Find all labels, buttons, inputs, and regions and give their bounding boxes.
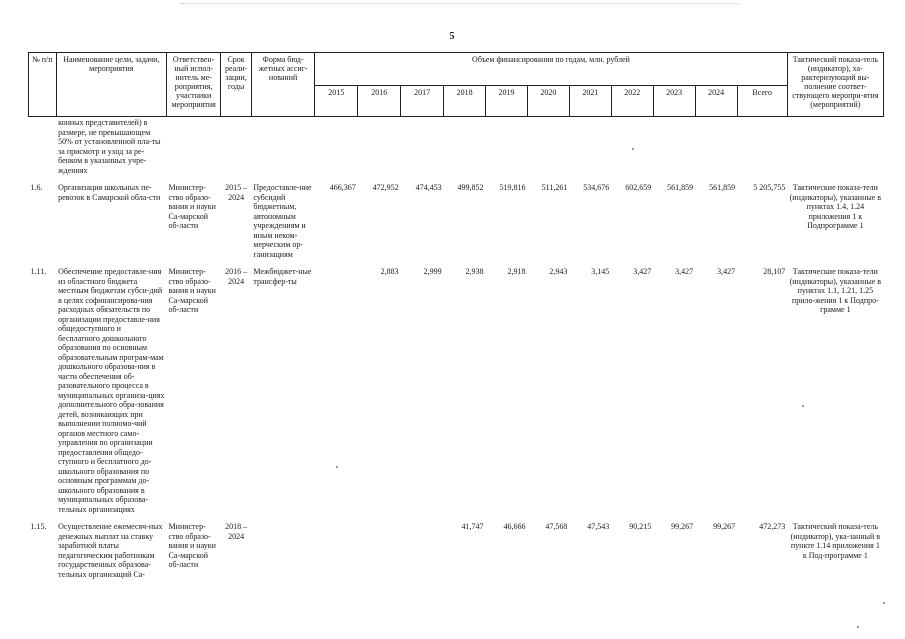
row-value: 99,267 (713, 522, 736, 531)
row-value (653, 117, 695, 177)
row-form (251, 117, 314, 177)
header-year: 2019 (486, 86, 528, 117)
row-value: 47,543 (587, 522, 610, 531)
row-total: 5 205,755 (753, 183, 786, 192)
row-responsible: Министер-ство образо-вания и науки Са-марской об-ласти (168, 522, 216, 569)
row-value: 472,952 (372, 183, 399, 192)
page-number: 5 (449, 31, 455, 42)
row-value: 511,261 (541, 183, 568, 192)
row-value: 519,816 (499, 183, 526, 192)
scan-speck (632, 148, 634, 150)
row-num: 1.6. (30, 183, 43, 192)
row-value (611, 117, 653, 177)
row-value: 46,666 (503, 522, 526, 531)
row-value: 474,453 (415, 183, 442, 192)
row-responsible (167, 117, 221, 177)
row-value (358, 117, 401, 177)
scan-speck (336, 466, 338, 468)
header-year: 2015 (315, 86, 358, 117)
scan-speck (802, 405, 804, 407)
row-term: 2015 – 2024 (225, 183, 248, 202)
row-value (315, 521, 358, 580)
header-year: 2017 (401, 86, 444, 117)
row-indicator: Тактический показа-тель (индикатор), ука-занный в пункте 1.14 приложения 1 к Под-программе 1 (790, 522, 881, 560)
row-value: 2,938 (465, 267, 484, 276)
row-value: 2,883 (380, 267, 399, 276)
row-value: 99,267 (671, 522, 694, 531)
row-term (221, 117, 252, 177)
header-year-total: Всего (737, 86, 787, 117)
funding-table (28, 52, 884, 580)
row-total (737, 117, 787, 177)
row-form: Предоставле-ние субсидий бюджетным, автономным учреждениям и иным неком-мерческим ор-ганизациям (253, 183, 312, 259)
row-value: 90,215 (629, 522, 652, 531)
row-name: Организация школьных пе-ревозок в Самарской обла-сти (58, 183, 161, 202)
row-term: 2016 – 2024 (225, 267, 248, 286)
row-value: 2,943 (549, 267, 568, 276)
header-year: 2020 (527, 86, 569, 117)
row-value (527, 117, 569, 177)
row-total: 472,273 (759, 522, 786, 531)
row-value (695, 117, 737, 177)
header-term: Срок реали-зации, годы (221, 53, 252, 117)
header-year: 2024 (695, 86, 737, 117)
row-num: 1.15. (30, 522, 47, 531)
scan-speck (857, 626, 859, 628)
row-value: 3,427 (717, 267, 736, 276)
row-form: Межбюджет-ные трансфер-ты (253, 267, 312, 286)
table-row (29, 117, 884, 177)
row-value (486, 117, 528, 177)
header-year: 2018 (444, 86, 486, 117)
row-value: 534,676 (583, 183, 610, 192)
row-num (29, 117, 57, 177)
header-num: № п/п (29, 53, 57, 117)
row-value (358, 521, 401, 580)
row-total: 28,107 (763, 267, 786, 276)
header-form: Форма бюд-жетных ассиг-нований (251, 53, 314, 117)
row-indicator: Тактические показа-тели (индикаторы), указанные в пунктах 1.4, 1.24 приложения 1 к Подпрограмме 1 (789, 183, 882, 230)
table-row (29, 182, 884, 260)
row-value (569, 117, 611, 177)
row-value (401, 117, 444, 177)
row-indicator (787, 117, 883, 177)
header-name: Наименование цели, задачи, мероприятия (56, 53, 166, 117)
row-term: 2018 – 2024 (225, 522, 248, 541)
row-value: 602,659 (625, 183, 652, 192)
row-value: 3,427 (675, 267, 694, 276)
row-name: Обеспечение предоставле-ния из областного бюджета местным бюджетам субси-дий в целях софинансирова-ния расходных обязательств по организации предоставле-ния общедоступного и бесплатного дошкольного образования по основным образовательным програм-мам дошкольного образова-ния в части обеспечения об-разовательного процесса в муниципальных организа-циях дополнительного обра-зования детей, возникающих при выполнении полномо-чий органов местного само-управления по организации предоставления общедо-ступного и бесплатного до-школьного образования по основным программам до-школьного образования в муниципальных образова-тельных организациях (58, 267, 165, 514)
table-row (29, 521, 884, 580)
scan-edge-line (180, 3, 740, 5)
row-indicator: Тактические показа-тели (индикаторы), указанные в пунктах 1.1, 1.21, 1.25 прило-жения 1 к Подпро-грамме 1 (789, 267, 882, 314)
table-row (29, 266, 884, 515)
row-value: 499,852 (457, 183, 484, 192)
row-value: 561,859 (709, 183, 736, 192)
row-value (444, 117, 486, 177)
table-body (29, 117, 884, 581)
row-form (251, 521, 314, 580)
row-value (401, 521, 444, 580)
row-name: Осуществление ежемесяч-ных денежных выплат на ставку заработной платы педагогическим работникам государственных образова-тельных организаций Са- (58, 522, 163, 579)
header-year: 2022 (611, 86, 653, 117)
row-value (315, 266, 358, 515)
row-responsible: Министер-ство образо-вания и науки Са-марской об-ласти (168, 267, 216, 314)
row-value: 2,999 (423, 267, 442, 276)
row-num: 1.11. (30, 267, 47, 276)
scan-speck (883, 602, 885, 604)
row-responsible: Министер-ство образо-вания и науки Са-марской об-ласти (168, 183, 216, 230)
row-value: 47,568 (545, 522, 568, 531)
row-value: 3,427 (633, 267, 652, 276)
header-funding: Объем финансирования по годам, млн. рублей (315, 53, 787, 86)
header-responsible: Ответствен-ный испол-нитель ме-роприятия, участники мероприятия (167, 53, 221, 117)
row-value: 466,367 (329, 183, 356, 192)
header-indicator: Тактический показа-тель (индикатор), ха-рактеризующий вы-полнение соответ-ствующего меропри-ятия (мероприятий) (787, 53, 883, 117)
table-header (29, 53, 884, 117)
row-value: 41,747 (461, 522, 484, 531)
row-value: 561,859 (667, 183, 694, 192)
row-name: конных представителей) в размере, не превышающем 50% от установленной пла-ты за присмотр и уход за ре-бенком в указанных учре-ждениях (58, 118, 161, 175)
row-value: 2,918 (507, 267, 526, 276)
row-value (315, 117, 358, 177)
header-year: 2021 (569, 86, 611, 117)
header-year: 2023 (653, 86, 695, 117)
header-year: 2016 (358, 86, 401, 117)
row-value: 3,145 (591, 267, 610, 276)
